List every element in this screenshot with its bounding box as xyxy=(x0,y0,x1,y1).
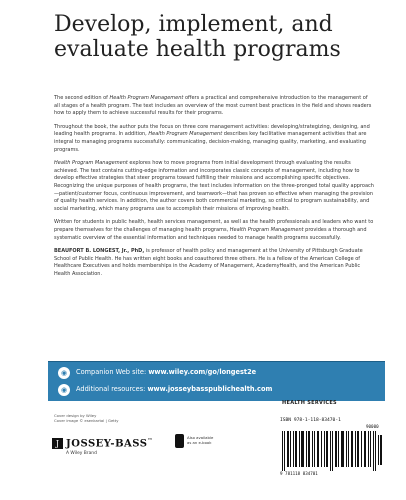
globe-icon: ◉ xyxy=(58,367,70,379)
cover-copy xyxy=(54,95,374,284)
ebook-line-1: Also available xyxy=(187,435,214,440)
text-run: describes key facilitative management activities that are integral to managing programs successfully: communicating, decision-making, managing quality, marketing, and evaluating programs. xyxy=(54,131,367,153)
text-run: Written for students in public health, health services management, as well as the health professionals and leaders who want to prepare themselves for the challenges of managing health programs, xyxy=(54,219,374,233)
ebook-badge xyxy=(175,434,235,454)
publisher-logo xyxy=(52,434,154,464)
book-title-italic: Health Program Management xyxy=(109,95,184,101)
category-label: HEALTH SERVICES xyxy=(282,400,337,406)
paragraph-2 xyxy=(54,124,374,154)
cover-image-credit: Cover image © esenkartal | Getty xyxy=(54,418,119,424)
text-run: provides a thorough and systematic overview of the essential information and techniques needed to manage health programs successfully. xyxy=(54,226,367,241)
barcode-bars xyxy=(280,431,384,471)
resources-icon: ◉ xyxy=(58,384,70,396)
resources-link[interactable]: www.josseybasspublichealth.com xyxy=(147,385,273,393)
book-title-italic: Health Program Management xyxy=(229,226,304,233)
trademark-symbol: ™ xyxy=(147,438,154,444)
price-code: 90000 xyxy=(366,424,379,429)
isbn-number: ISBN 978-1-118-83470-1 xyxy=(280,418,341,423)
ebook-text xyxy=(187,435,237,445)
text-run: Throughout the book, the author puts the focus on three core management activities: developing/strategizing, designing, and leading health programs. In addition, xyxy=(54,123,370,138)
author-bio-text: is professor of health policy and management at the University of Pittsburgh Graduate School of Public Health. He has written eight books and coauthored three others. He is a fellow of the American College of Healthcare Executives and holds memberships in the Academy of Management, AcademyHealth, and the American Public Health Association. xyxy=(54,248,363,277)
paragraph-4 xyxy=(54,219,374,242)
publisher-wordmark: JOSSEY-BASS xyxy=(66,438,148,450)
publisher-tagline: A Wiley Brand xyxy=(66,451,97,456)
ebook-device-icon xyxy=(175,434,184,448)
companion-site-line xyxy=(76,368,256,376)
text-run: explores how to move programs from initial development through evaluating the results achieved. The text contains cutting-edge information and incorporates classic concepts of management, including how to develop effective strategies that steer programs toward fulfilling their missions and accomplishing specific objectives. Recognizing the unique purposes of health programs, the text includes information on the three-pronged total quality approach—patient/customer focus, continuous improvement, and teamwork—that has proven so effective when managing the provision of quality health services. In addition, the author covers both commercial marketing, so critical to program sustainability, and social marketing, which many programs use to accomplish their missions of improving health. xyxy=(54,160,374,212)
resources-line xyxy=(76,385,272,393)
jossey-bass-mark-icon: J xyxy=(52,438,63,449)
resources-label: Additional resources: xyxy=(76,385,148,393)
text-run: The second edition of xyxy=(54,95,110,101)
author-name: BEAUFORT B. LONGEST, Jr., PhD, xyxy=(54,248,145,255)
author-bio xyxy=(54,248,374,278)
book-title-italic: Health Program Management xyxy=(148,131,223,138)
cover-design-credit: Cover design by Wiley xyxy=(54,413,97,418)
paragraph-3 xyxy=(54,160,374,213)
barcode-digits: 9 781118 834701 xyxy=(280,471,318,476)
cover-credits xyxy=(54,413,119,423)
website-banner xyxy=(48,361,385,401)
ebook-line-2: as an e-book xyxy=(187,440,212,445)
companion-link[interactable]: www.wiley.com/go/longest2e xyxy=(148,368,257,376)
paragraph-1 xyxy=(54,95,374,118)
book-title-italic: Health Program Management xyxy=(54,160,128,167)
isbn-barcode xyxy=(280,418,384,478)
text-run: offers a practical and comprehensive introduction to the management of all stages of a health program. The text includes an overview of the most current best practices in the field and shows readers how to apply them to achieve successful results for their programs. xyxy=(54,95,372,117)
companion-label: Companion Web site: xyxy=(76,368,149,376)
publisher-name xyxy=(66,438,153,449)
headline: Develop, implement, and evaluate health programs xyxy=(54,12,341,62)
